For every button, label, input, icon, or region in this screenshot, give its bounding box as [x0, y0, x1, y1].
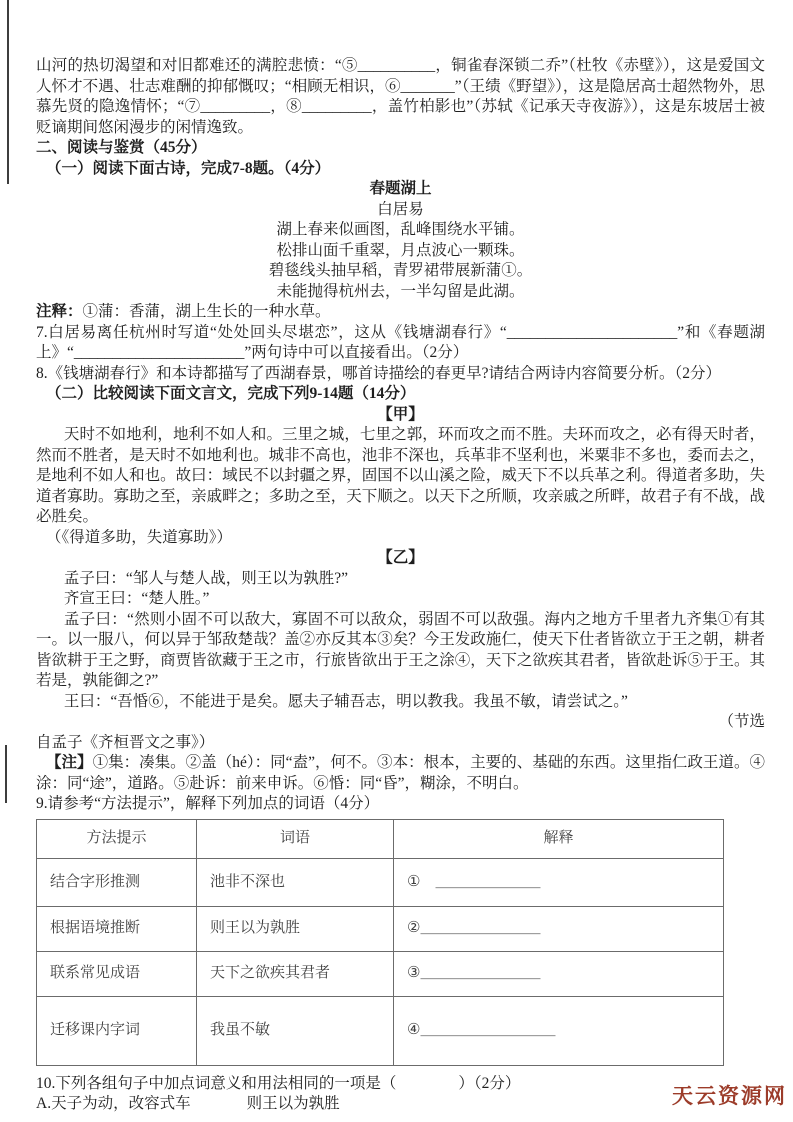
- question-10: 10.下列各组句子中加点词意义和用法相同的一项是（ ）（2分）: [36, 1074, 521, 1092]
- poem-line: 未能抛得杭州去，一半勾留是此湖。: [276, 282, 525, 300]
- cell-method: 联系常见成语: [37, 951, 197, 996]
- cell-word: 天下之欲疾其君者: [197, 951, 394, 996]
- passage-notes-label: 【注】: [46, 754, 93, 771]
- cell-word: 我虽不敏: [197, 996, 394, 1065]
- cell-answer-blank: ① ＿＿＿＿＿＿＿: [394, 858, 724, 906]
- passage-yi-paragraph-2: 齐宣王曰：“楚人胜。”: [63, 590, 210, 607]
- passage-jia-text: 天时不如地利，地利不如人和。三里之城，七里之郭，环而攻之而不胜。夫环而攻之，必有得天时者，然而不胜者，是天时不如地利也。城非不高也，池非不深也，兵革非不坚利也，米粟非不多也，委而去之，是地利不如人和也。故曰：域民不以封疆之界，固国不以山溪之险，威天下不以兵革之利。得道者多助，失道者寡助。寡助之至，亲戚畔之；多助之至，天下顺之。以天下之所顺，攻亲戚之所畔，故君子有不战，战必胜矣。: [36, 426, 765, 525]
- passage-yi-paragraph-4: 王曰：“吾惛⑥，不能进于是矣。愿夫子辅吾志，明以教我。我虽不敏，请尝试之。”: [63, 692, 628, 710]
- cell-method: 迁移课内字词: [37, 996, 197, 1065]
- passage-yi-source-part2: 自孟子《齐桓晋文之事》）: [36, 733, 215, 751]
- page-edge-line-top: [7, 0, 9, 184]
- poem-line: 碧毯线头抽早稻，青罗裙带展新蒲①。: [268, 262, 533, 279]
- poem-note: [36, 302, 765, 323]
- question-10-option-a: [36, 1094, 765, 1115]
- passage-yi-label: 【乙】: [377, 549, 424, 566]
- poem-title: 春题湖上: [369, 180, 432, 197]
- passage-yi-paragraph-1: 孟子曰：“邹人与楚人战，则王以为孰胜?”: [63, 569, 349, 587]
- watermark: 天云资源网: [672, 1085, 787, 1108]
- table-row: [37, 906, 724, 951]
- subsection-2-heading: （二）比较阅读下面文言文，完成下列9-14题（14分）: [46, 385, 416, 402]
- intro-paragraph: 山河的热切渴望和对旧都难还的满腔悲愤：“⑤__________，铜雀春深锁二乔”（杜牧《赤壁》），这是爱国文人怀才不遇、壮志难酬的抑郁慨叹；“相顾无相识，⑥_______”（王绩《野望》），这是隐居高士超然物外，思慕先贤的隐逸情怀；“⑦_________，⑧_________，盖竹柏影也”（苏轼《记承天寺夜游》），这是东坡居士被贬谪期间悠闲漫步的闲情逸致。: [36, 57, 765, 136]
- exam-content: [36, 56, 765, 1115]
- passage-notes-text: ①集：凑集。②盖（hé）：同“盍”，何不。③本：根本，主要的、基础的东西。这里指仁政王道。④涂：同“途”，道路。⑤赴诉：前来申诉。⑥惛：同“昏”，糊涂，不明白。: [36, 754, 765, 792]
- table-row: [37, 858, 724, 906]
- cell-answer-blank: ④＿＿＿＿＿＿＿＿＿: [394, 996, 724, 1065]
- question-9: 9.请参考“方法提示”，解释下列加点的词语（4分）: [36, 795, 380, 812]
- question-8: 8.《钱塘湖春行》和本诗都描写了西湖春景，哪首诗描绘的春更早?请结合两诗内容简要分析。（2分）: [36, 364, 722, 382]
- passage-yi-source-part1: （节选: [718, 713, 765, 730]
- poem-author: 白居易: [377, 200, 424, 218]
- cell-word: 池非不深也: [197, 858, 394, 906]
- cell-method: 结合字形推测: [37, 858, 197, 906]
- subsection-1-heading: （一）阅读下面古诗，完成7-8题。（4分）: [46, 159, 331, 177]
- table-row: [37, 996, 724, 1065]
- passage-jia-source: （《得道多助，失道寡助》）: [46, 528, 233, 546]
- passage-jia-label: 【甲】: [377, 405, 424, 423]
- page-edge-line-bottom: [5, 745, 7, 803]
- poem-note-text: ①蒲：香蒲，湖上生长的一种水草。: [82, 303, 331, 320]
- poem-note-label: 注释：: [36, 303, 83, 320]
- option-a-left: A.天子为动，改容式车: [36, 1095, 191, 1112]
- table-row: [37, 951, 724, 996]
- passage-notes: [36, 753, 765, 794]
- cell-answer-blank: ②＿＿＿＿＿＿＿＿: [394, 906, 724, 951]
- header-method: 方法提示: [37, 819, 197, 858]
- cell-method: 根据语境推断: [37, 906, 197, 951]
- question-7: 7.白居易离任杭州时写道“处处回头尽堪恋”，这从《钱塘湖春行》“______________________”和《春题湖上》“______________________”两句诗中可以直接看出。（2分）: [36, 323, 765, 361]
- poem-line: 松排山面千重翠，月点波心一颗珠。: [276, 241, 525, 259]
- passage-yi-paragraph-3: 孟子曰：“然则小固不可以敌大，寡固不可以敌众，弱固不可以敌强。海内之地方千里者九齐集①有其一。以一服八，何以异于邹敌楚哉？盖②亦反其本③矣？今王发政施仁，使天下仕者皆欲立于王之朝，耕者皆欲耕于王之野，商贾皆欲藏于王之市，行旅皆欲出于王之涂④，天下之欲疾其君者，皆欲赴诉⑤于王。其若是，孰能御之?”: [36, 610, 765, 689]
- cell-word: 则王以为孰胜: [197, 906, 394, 951]
- cell-answer-blank: ③＿＿＿＿＿＿＿＿: [394, 951, 724, 996]
- method-hint-table: [36, 819, 724, 1066]
- section-2-heading: 二、阅读与鉴赏（45分）: [36, 139, 207, 156]
- header-explain: 解释: [394, 819, 724, 858]
- table-header-row: [37, 819, 724, 858]
- header-word: 词语: [197, 819, 394, 858]
- poem-line: 湖上春来似画图，乱峰围绕水平铺。: [276, 221, 525, 238]
- option-a-right: 则王以为孰胜: [246, 1095, 340, 1112]
